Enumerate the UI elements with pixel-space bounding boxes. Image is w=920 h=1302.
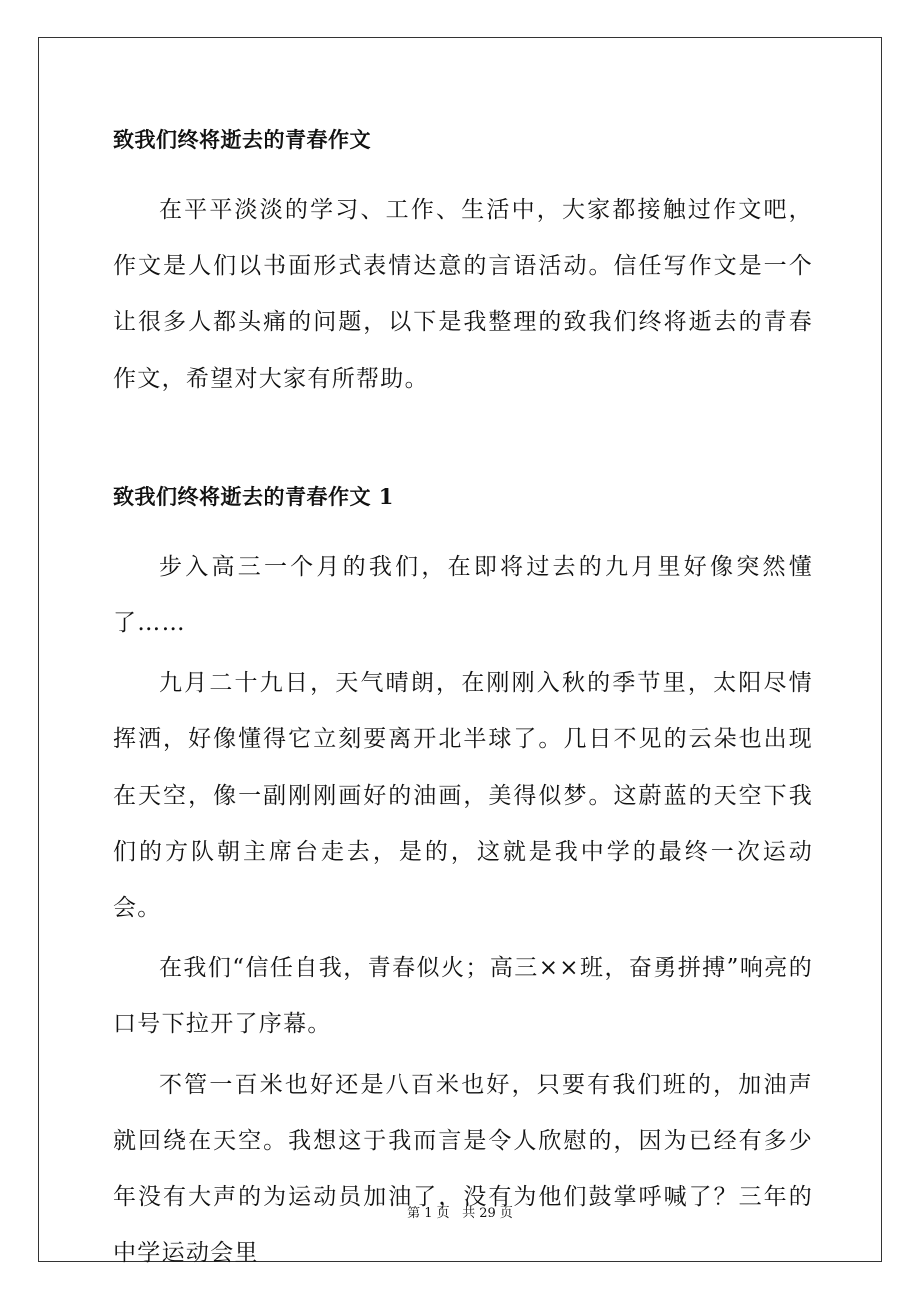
body-paragraph: 不管一百米也好还是八百米也好，只要有我们班的，加油声就回绕在天空。我想这于我而言是令人欣慰的，因为已经有多少年没有大声的为运动员加油了，没有为他们鼓掌呼喊了？三年的中学运动会里 — [113, 1071, 813, 1267]
body-paragraph: 步入高三一个月的我们，在即将过去的九月里好像突然懂了…… — [113, 553, 813, 637]
intro-paragraph: 在平平淡淡的学习、工作、生活中，大家都接触过作文吧，作文是人们以书面形式表情达意的言语活动。信任写作文是一个让很多人都头痛的问题，以下是我整理的致我们终将逝去的青春作文，希望对大家有所帮助。 — [113, 197, 813, 392]
page-total: 共 29 页 — [462, 1206, 513, 1221]
body-paragraph: 在我们“信任自我，青春似火；高三××班，奋勇拼搏”响亮的口号下拉开了序幕。 — [113, 955, 813, 1038]
section-title: 致我们终将逝去的青春作文 1 — [113, 483, 394, 509]
document-title: 致我们终将逝去的青春作文 — [113, 127, 371, 152]
page-footer — [0, 1205, 920, 1223]
body-paragraph: 九月二十九日，天气晴朗，在刚刚入秋的季节里，太阳尽情挥洒，好像懂得它立刻要离开北半球了。几日不见的云朵也出现在天空，像一副刚刚画好的油画，美得似梦。这蔚蓝的天空下我们的方队朝主席台走去，是的，这就是我中学的最终一次运动会。 — [113, 670, 813, 922]
document-body — [113, 120, 813, 1281]
page-number: 第 1 页 — [407, 1206, 450, 1221]
